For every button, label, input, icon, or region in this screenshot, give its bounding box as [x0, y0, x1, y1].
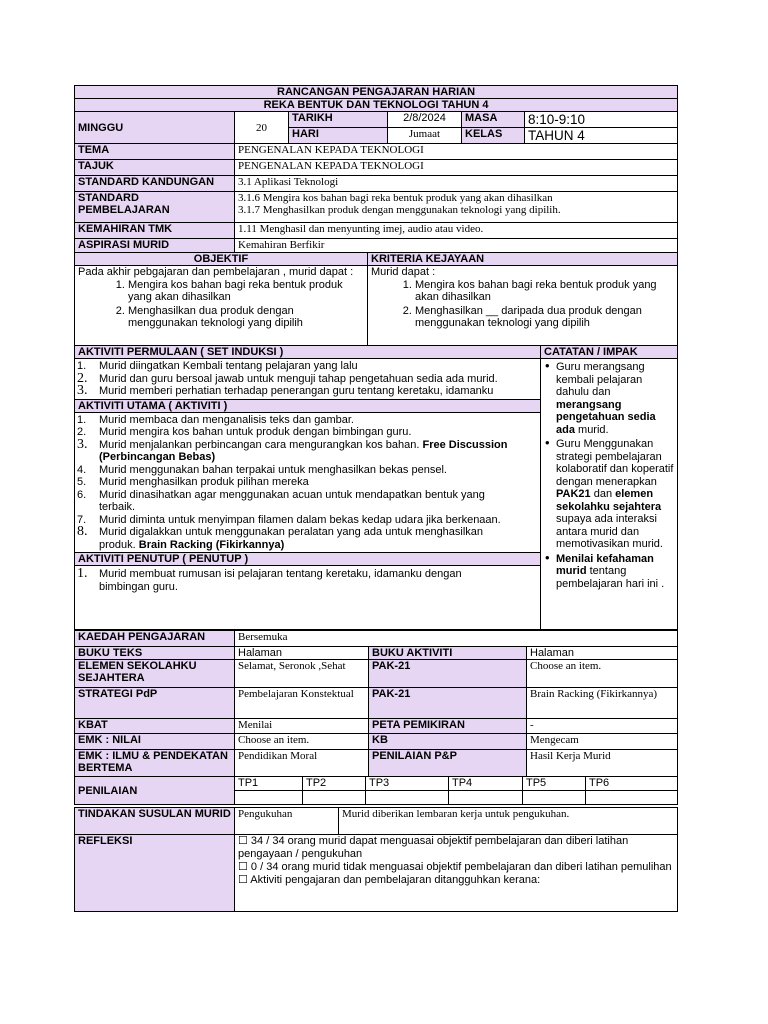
- bukuteks-label: BUKU TEKS: [75, 647, 235, 660]
- tindakan-value-1[interactable]: Pengukuhan: [235, 808, 339, 835]
- bukuaktiviti-label: BUKU AKTIVITI: [369, 647, 527, 660]
- tp-header: TP5: [523, 777, 586, 791]
- minggu-value[interactable]: 20: [235, 112, 289, 144]
- objektif-intro: Pada akhir pebgajaran dan pembelajaran , murid dapat :: [78, 266, 354, 278]
- doc-title: RANCANGAN PENGAJARAN HARIAN: [75, 86, 678, 99]
- lesson-details-table: [74, 143, 678, 253]
- tp-cell[interactable]: [366, 791, 449, 805]
- penilaian-pp-value[interactable]: Hasil Kerja Murid: [527, 750, 678, 777]
- kaedah-label: KAEDAH PENGAJARAN: [75, 631, 235, 647]
- utama-item: 6. Murid dinasihatkan agar menggunakan acuan untuk mendapatkan bentuk yang terbaik.: [77, 488, 485, 513]
- objektif-header: OBJEKTIF: [75, 253, 368, 266]
- tindakan-label: TINDAKAN SUSULAN MURID: [75, 808, 235, 835]
- tajuk-value[interactable]: PENGENALAN KEPADA TEKNOLOGI: [235, 160, 678, 176]
- objektif-item: 2. Menghasilkan dua produk dengan menggunakan teknologi yang dipilih: [128, 305, 364, 329]
- hari-label: HARI: [289, 128, 388, 144]
- tp-header: TP4: [449, 777, 523, 791]
- bukuteks-value[interactable]: Halaman: [235, 647, 369, 660]
- refleksi-cell[interactable]: [235, 835, 678, 912]
- activities-cell: [75, 346, 541, 630]
- tarikh-value[interactable]: 2/8/2024: [388, 112, 462, 128]
- tp-header: TP1: [235, 777, 303, 791]
- tp-header: TP3: [366, 777, 449, 791]
- kriteria-item: 2. Menghasilkan __ daripada dua produk dengan menggunakan teknologi yang dipilih: [415, 305, 674, 329]
- penutup-header: AKTIVITI PENUTUP ( PENUTUP ): [75, 552, 540, 566]
- emk-ilmu-value[interactable]: Pendidikan Moral: [235, 750, 369, 777]
- aspirasi-murid-value[interactable]: Kemahiran Berfikir: [235, 239, 678, 253]
- masa-label: MASA: [462, 112, 525, 128]
- sp-line-1: 3.1.6 Mengira kos bahan bagi reka bentuk produk yang akan dihasilkan: [238, 192, 553, 204]
- aspirasi-murid-label: ASPIRASI MURID: [75, 239, 235, 253]
- tp-cell[interactable]: [586, 791, 678, 805]
- elemen-label: ELEMEN SEKOLAHKU SEJAHTERA: [75, 660, 235, 688]
- utama-item: 5. Murid menghasilkan produk pilihan mereka: [77, 476, 309, 488]
- permulaan-item: 3. Murid memberi perhatian terhadap penerangan guru tentang keretaku, idamanku: [77, 383, 494, 398]
- utama-item: 2. Murid mengira kos bahan untuk produk dengan bimbingan guru.: [77, 426, 412, 438]
- refleksi-label: REFLEKSI: [75, 835, 235, 912]
- utama-item: 4. Murid menggunakan bahan terpakai untuk menghasilkan bekas pensel.: [77, 463, 447, 476]
- bottom-table: [74, 630, 678, 777]
- penilaian-table: [74, 776, 678, 805]
- refleksi-line: ☐ 34 / 34 orang murid dapat menguasai objektif pembelajaran dan diberi latihan pengayaan / pengukuhan: [238, 835, 629, 860]
- permulaan-item: 2. Murid dan guru bersoal jawab untuk menguji tahap pengetahuan sedia ada murid.: [77, 370, 498, 386]
- utama-item: 1. Murid membaca dan menganalisis teks dan gambar.: [77, 413, 354, 426]
- emk-nilai-value[interactable]: Choose an item.: [235, 734, 369, 750]
- tema-label: TEMA: [75, 144, 235, 160]
- permulaan-item: 1. Murid diingatkan Kembali tentang pelajaran yang lalu: [77, 360, 358, 372]
- standard-pembelajaran-value[interactable]: [235, 192, 678, 223]
- objectives-table: [74, 252, 678, 346]
- tp-header: TP6: [586, 777, 678, 791]
- kelas-label: KELAS: [462, 128, 525, 144]
- kriteria-header: KRITERIA KEJAYAAN: [368, 253, 678, 266]
- tindakan-table: [74, 807, 678, 835]
- pak21-value-2[interactable]: Brain Racking (Fikirkannya): [527, 688, 678, 719]
- utama-item: 7. Murid diminta untuk menyimpan filamen dalam bekas kedap udara jika berkenaan.: [77, 513, 501, 526]
- kb-label: KB: [369, 734, 527, 750]
- standard-kandungan-value[interactable]: 3.1 Aplikasi Teknologi: [235, 176, 678, 192]
- kriteria-intro: Murid dapat :: [371, 266, 436, 278]
- tp-cell[interactable]: [523, 791, 586, 805]
- pak21-label-2: PAK-21: [369, 688, 527, 719]
- standard-kandungan-label: STANDARD KANDUNGAN: [75, 176, 235, 192]
- elemen-value[interactable]: Selamat, Seronok ,Sehat: [235, 660, 369, 688]
- kbat-label: KBAT: [75, 719, 235, 734]
- standard-pembelajaran-label: STANDARD PEMBELAJARAN: [75, 192, 235, 223]
- peta-label: PETA PEMIKIRAN: [369, 719, 527, 734]
- permulaan-header: AKTIVITI PERMULAAN ( SET INDUKSI ): [75, 346, 540, 359]
- pak21-value-1[interactable]: Choose an item.: [527, 660, 678, 688]
- tajuk-label: TAJUK: [75, 160, 235, 176]
- utama-item: 3. Murid menjalankan perbincangan cara mengurangkan kos bahan. Free Discussion (Perbincangan Bebas): [77, 436, 508, 463]
- tema-value[interactable]: PENGENALAN KEPADA TEKNOLOGI: [235, 144, 678, 160]
- utama-header: AKTIVITI UTAMA ( AKTIVITI ): [75, 399, 540, 413]
- objektif-item: 1. Mengira kos bahan bagi reka bentuk produk yang akan dihasilkan: [128, 279, 364, 303]
- kemahiran-tmk-label: KEMAHIRAN TMK: [75, 223, 235, 239]
- sp-line-2: 3.1.7 Menghasilkan produk dengan menggunakan teknologi yang dipilih.: [238, 204, 561, 216]
- emk-ilmu-label: EMK : ILMU & PENDEKATAN BERTEMA: [75, 750, 235, 777]
- emk-nilai-label: EMK : NILAI: [75, 734, 235, 750]
- tp-header: TP2: [303, 777, 366, 791]
- masa-value[interactable]: 8:10-9:10: [525, 112, 678, 128]
- minggu-label: MINGGU: [75, 112, 235, 144]
- kbat-value[interactable]: Menilai: [235, 719, 369, 734]
- kelas-value[interactable]: TAHUN 4: [525, 128, 678, 144]
- header-table: [74, 85, 678, 144]
- kriteria-cell[interactable]: [368, 266, 678, 346]
- penutup-item: 1. Murid membuat rumusan isi pelajaran tentang keretaku, idamanku dengan bimbingan guru.: [77, 566, 462, 593]
- peta-value[interactable]: -: [527, 719, 678, 734]
- hari-value[interactable]: Jumaat: [388, 128, 462, 144]
- kemahiran-tmk-value[interactable]: 1.11 Menghasil dan menyunting imej, audio atau video.: [235, 223, 678, 239]
- activities-table: [74, 345, 678, 630]
- strategi-value[interactable]: Pembelajaran Konstektual: [235, 688, 369, 719]
- strategi-label: STRATEGI PdP: [75, 688, 235, 719]
- penilaian-pp-label: PENILAIAN P&P: [369, 750, 527, 777]
- penilaian-label: PENILAIAN: [75, 777, 235, 805]
- tindakan-value-2[interactable]: Murid diberikan lembaran kerja untuk pengukuhan.: [339, 808, 678, 835]
- bukuaktiviti-value[interactable]: Halaman: [527, 647, 678, 660]
- kaedah-value[interactable]: Bersemuka: [235, 631, 678, 647]
- refleksi-line: ☐ Aktiviti pengajaran dan pembelajaran ditangguhkan kerana:: [238, 874, 541, 886]
- kriteria-item: 1. Mengira kos bahan bagi reka bentuk produk yang akan dihasilkan: [415, 279, 674, 303]
- catatan-item: • Guru merangsang kembali pelajaran dahulu dan merangsang pengetahuan sedia ada murid.: [554, 361, 677, 436]
- catatan-cell[interactable]: [541, 346, 678, 630]
- kb-value[interactable]: Mengecam: [527, 734, 678, 750]
- tarikh-label: TARIKH: [289, 112, 388, 128]
- refleksi-table: [74, 834, 678, 912]
- pak21-label-1: PAK-21: [369, 660, 527, 688]
- catatan-item: • Menilai kefahaman murid tentang pembelajaran hari ini .: [554, 553, 677, 591]
- lesson-plan-sheet: [74, 85, 677, 912]
- doc-subtitle: REKA BENTUK DAN TEKNOLOGI TAHUN 4: [75, 99, 678, 112]
- tp-cell[interactable]: [449, 791, 523, 805]
- objektif-cell[interactable]: [75, 266, 368, 346]
- catatan-header: CATATAN / IMPAK: [541, 346, 677, 359]
- utama-item: 8. Murid digalakkan untuk menggunakan peralatan yang ada untuk menghasilkan produk. Brain Racking (Fikirkannya): [77, 524, 484, 551]
- catatan-item: • Guru Menggunakan strategi pembelajaran kolaboratif dan koperatif dengan menerapkan PAK21 dan elemen sekolahku sejahtera supaya ada interaksi antara murid dan memotivasikan murid.: [554, 438, 677, 551]
- refleksi-line: ☐ 0 / 34 orang murid tidak menguasai objektif pembelajaran dan diberi latihan pemulihan: [238, 861, 672, 873]
- tp-cell[interactable]: [235, 791, 303, 805]
- tp-cell[interactable]: [303, 791, 366, 805]
